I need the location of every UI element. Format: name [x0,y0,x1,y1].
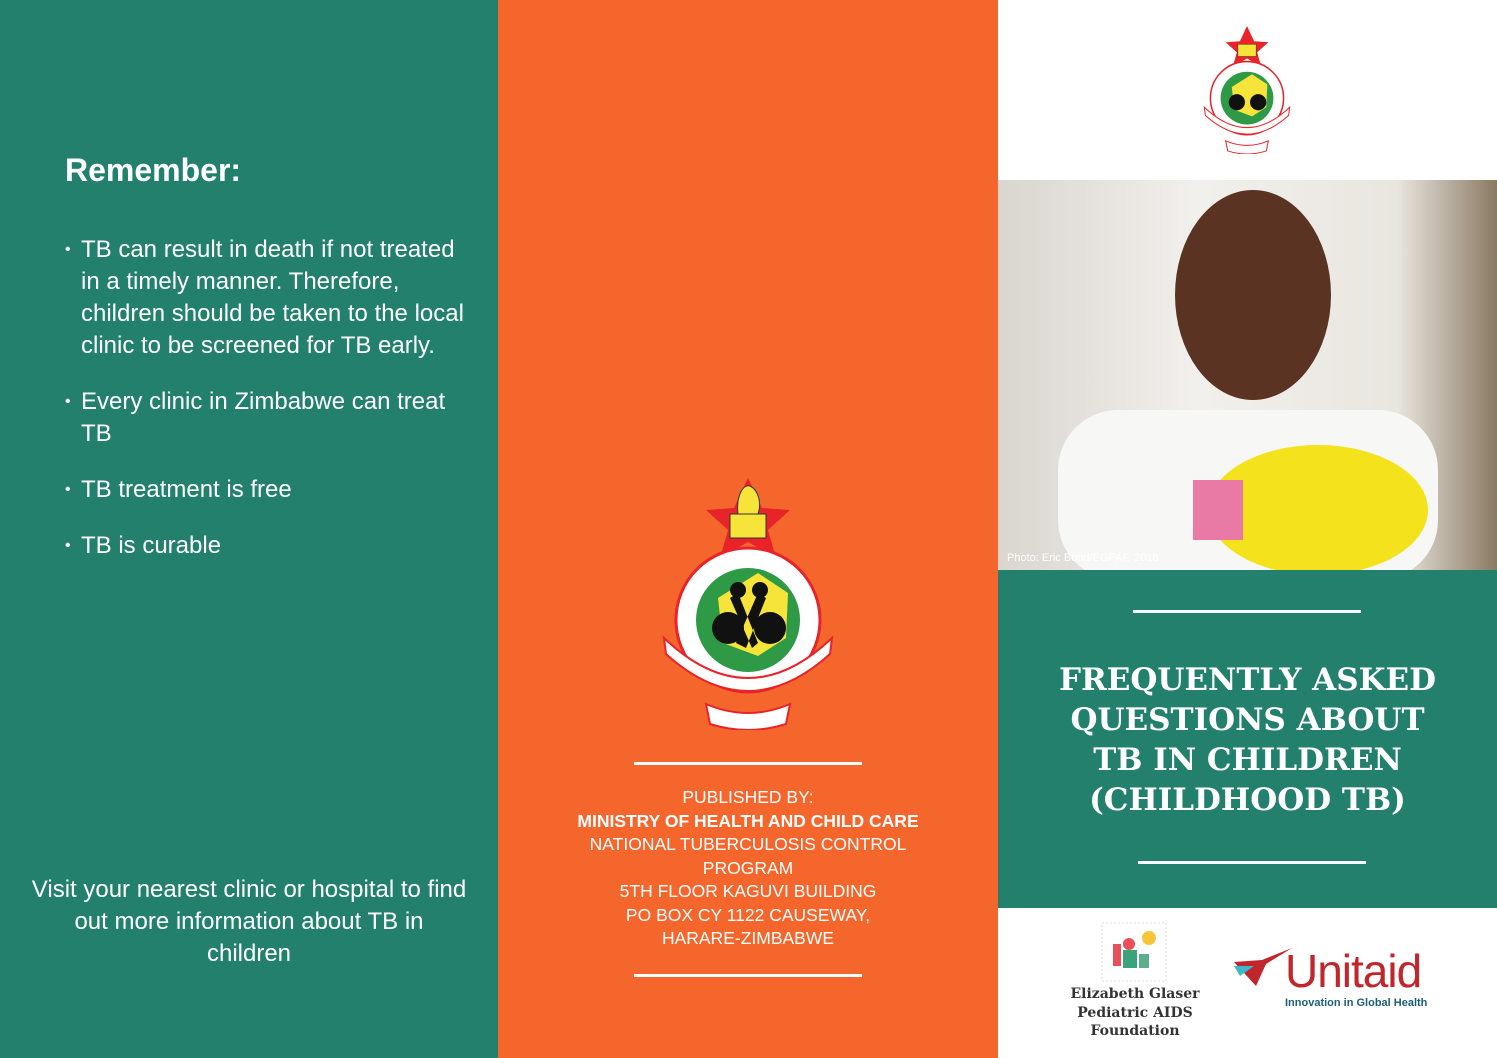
title-line: (CHILDHOOD TB) [1089,782,1406,818]
cover-panel [998,0,1497,1058]
address-line: 5TH FLOOR KAGUVI BUILDING [619,881,877,901]
child-photo [998,180,1497,570]
unitaid-wordmark: Unitaid [1285,945,1422,997]
ministry-emblem-logo [1201,26,1293,154]
ministry-emblem-logo [658,478,838,730]
photo-credit: Photo: Eric Bond/EGPAF, 2018 [1007,552,1159,564]
address-line: PROGRAM [702,857,794,878]
egpaf-logo-art [1101,922,1167,982]
egpaf-line: Pediatric AIDS [1077,1004,1193,1021]
child-with-balloon-image [998,180,1497,570]
list-item: • TB treatment is free [65,474,465,506]
back-panel [0,0,498,1058]
divider [1138,861,1366,864]
remember-list [65,234,465,586]
address-line: PO BOX CY 1122 CAUSEWAY, [625,904,871,925]
list-item: • TB can result in death if not treated in a timely manner. Therefore, children should be taken to the local clinic to be screened for TB early. [65,234,465,362]
address-line: NATIONAL TUBERCULOSIS CONTROL [589,834,907,854]
divider [634,974,862,977]
remember-heading: Remember: [65,152,242,188]
address-line: HARARE-ZIMBABWE [661,928,835,948]
title-line: FREQUENTLY ASKED [1058,662,1437,698]
egpaf-name [1060,985,1210,1041]
divider [634,762,862,765]
publisher-panel [498,0,998,1058]
egpaf-line: Foundation [1090,1023,1180,1039]
visit-clinic-text: Visit your nearest clinic or hospital to find out more information about TB in children [31,876,467,967]
title-line: QUESTIONS ABOUT [1070,702,1425,738]
title-line: TB IN CHILDREN [1093,742,1402,778]
ministry-name: MINISTRY OF HEALTH AND CHILD CARE [577,810,919,831]
list-item: • TB is curable [65,530,465,562]
list-item: • Every clinic in Zimbabwe can treat TB [65,386,465,450]
unitaid-tagline: Innovation in Global Health [1285,997,1428,1009]
egpaf-line: Elizabeth Glaser [1070,986,1200,1002]
publisher-info [498,786,998,951]
published-by-label: PUBLISHED BY: [682,787,814,807]
divider [1133,610,1361,613]
brochure-title [998,660,1497,820]
